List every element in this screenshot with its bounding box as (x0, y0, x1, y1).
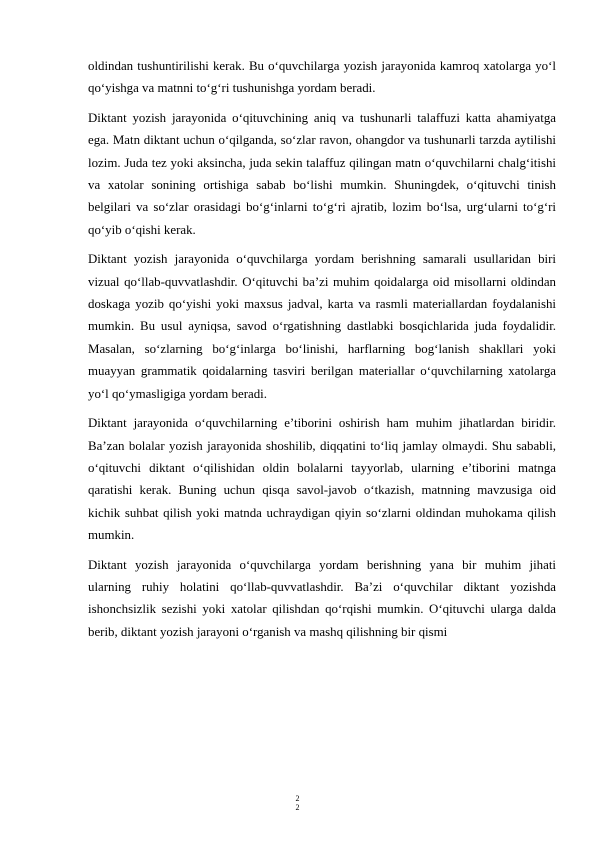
page-number (0, 794, 595, 812)
paragraph-4: Diktant jarayonida o‘quvchilarning e’tiborini oshirish ham muhim jihatlardan biridir. Ba’zan bolalar yozish jarayonida shoshilib, diqqatini to‘liq jamlay olmaydi. Shu sababli, o‘qituvchi diktant o‘qilishidan oldin bolalarni tayyorlab, ularning e’tiborini matnga qaratishi kerak. Buning uchun qisqa savol-javob o‘tkazish, matnning mavzusiga oid kichik suhbat qilish yoki matnda uchraydigan qiyin so‘zlarni oldindan muhokama qilish mumkin. (88, 416, 556, 543)
paragraph-3: Diktant yozish jarayonida o‘quvchilarga yordam berishning samarali usullaridan biri vizual qo‘llab-quvvatlashdir. O‘qituvchi ba’zi muhim qoidalarga oid misollarni oldindan doskaga yozib qo‘yishi yoki maxsus jadval, karta va rasmli materiallardan foydalanishi mumkin. Bu usul ayniqsa, savod o‘rgatishning dastlabki bosqichlarida juda foydalidir. Masalan, so‘zlarning bo‘g‘inlarga bo‘linishi, harflarning bog‘lanish shakllari yoki muayyan grammatik qoidalarning tasviri berilgan materiallar o‘quvchilarning xatolarga yo‘l qo‘ymasligiga yordam beradi. (88, 252, 556, 401)
paragraph-2: Diktant yozish jarayonida o‘qituvchining aniq va tushunarli talaffuzi katta ahamiyatga ega. Matn diktant uchun o‘qilganda, so‘zlar ravon, ohangdor va tushunarli tarzda aytilishi lozim. Juda tez yoki aksincha, juda sekin talaffuz qilingan matn o‘quvchilarni chalg‘itishi va xatolar sonining ortishiga sabab bo‘lishi mumkin. Shuningdek, o‘qituvchi tinish belgilari va so‘zlar orasidagi bo‘g‘inlarni to‘g‘ri ajratib, lozim bo‘lsa, urg‘ularni to‘g‘ri qo‘yib o‘qishi kerak. (88, 110, 556, 237)
page-number-digit-2: 2 (295, 803, 300, 812)
page-number-digit-1: 2 (295, 794, 300, 803)
document-body (88, 55, 556, 650)
paragraph-1: oldindan tushuntirilishi kerak. Bu o‘quvchilarga yozish jarayonida kamroq xatolarga yo‘l qo‘yishga va matnni to‘g‘ri tushunishga yordam beradi. (88, 59, 556, 96)
paragraph-5: Diktant yozish jarayonida o‘quvchilarga yordam berishning yana bir muhim jihati ularning ruhiy holatini qo‘llab-quvvatlashdir. Ba’zi o‘quvchilar diktant yozishda ishonchsizlik sezishi yoki xatolar qilishdan qo‘rqishi mumkin. O‘qituvchi ularga dalda berib, diktant yozish jarayoni o‘rganish va mashq qilishning bir qismi (88, 557, 556, 639)
